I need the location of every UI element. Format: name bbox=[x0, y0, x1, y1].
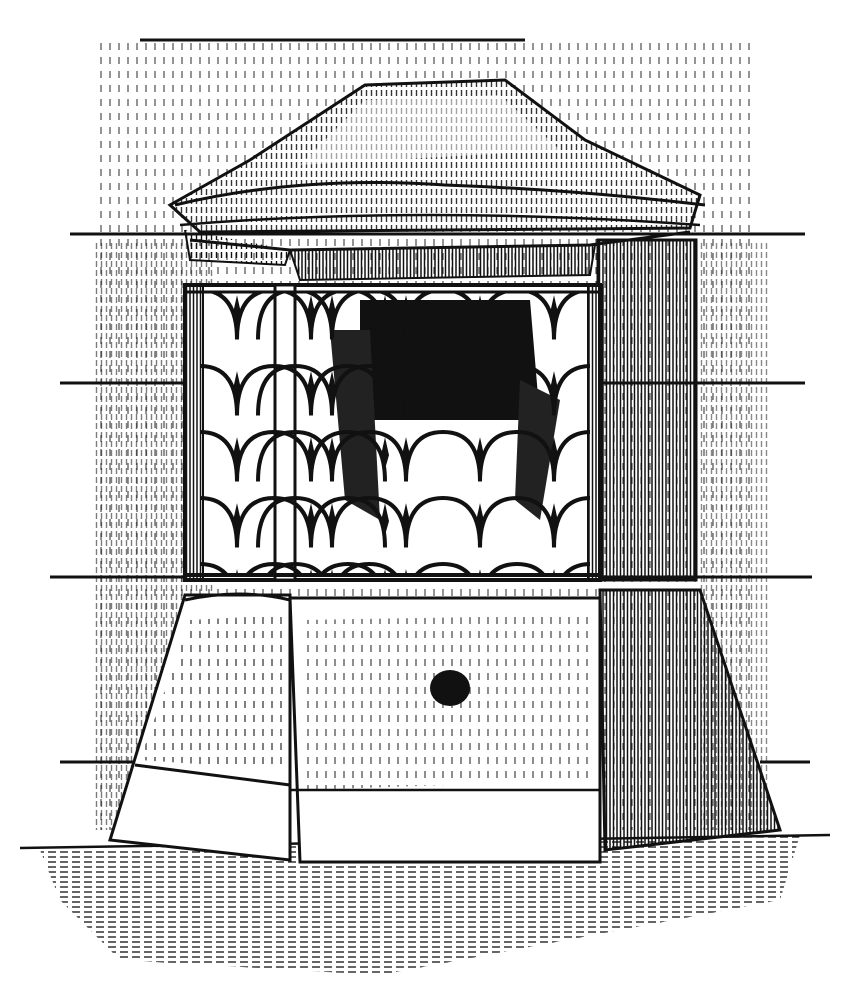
stone-pedestal bbox=[110, 594, 600, 862]
